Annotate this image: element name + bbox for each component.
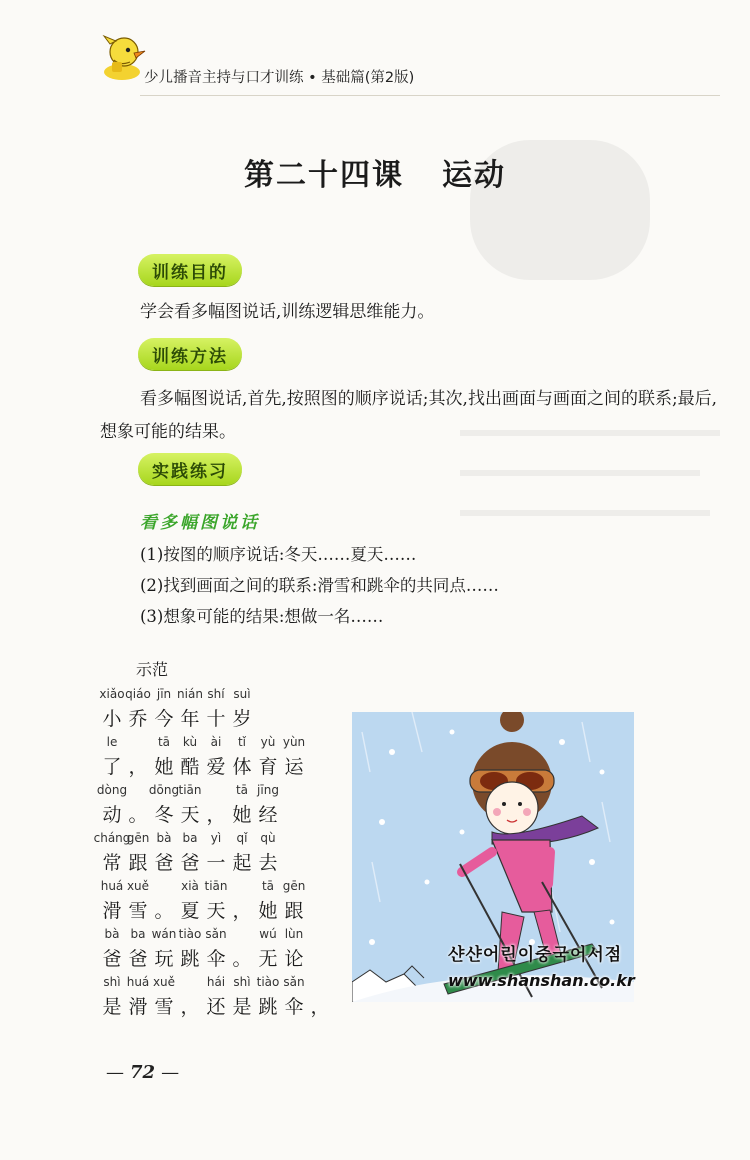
demo-character: 乔 xyxy=(128,708,148,730)
demo-character: 她 xyxy=(232,804,252,826)
demo-character: 伞 xyxy=(206,948,226,970)
lesson-title xyxy=(0,150,750,194)
demo-character: 体 xyxy=(232,756,252,778)
demo-character: 常 xyxy=(102,852,122,874)
demo-pinyin: jīng xyxy=(257,783,279,797)
demo-character: 是 xyxy=(232,996,252,1018)
demo-character: 论 xyxy=(284,948,304,970)
demo-character: 爸 xyxy=(128,948,148,970)
demo-character: 一 xyxy=(206,852,226,874)
demo-character: 今 xyxy=(154,708,174,730)
demo-character: ， xyxy=(128,756,148,778)
practice-step: (1)按图的顺序说话:冬天……夏天…… xyxy=(140,545,417,564)
demo-character: 跳 xyxy=(180,948,200,970)
demo-pinyin: tā xyxy=(235,783,249,797)
lesson-topic: 运动 xyxy=(442,158,506,193)
demo-character: 岁 xyxy=(232,708,252,730)
demo-character: 滑 xyxy=(128,996,148,1018)
watermark-url: www.shanshan.co.kr xyxy=(448,971,635,990)
demo-pinyin: dòng xyxy=(96,783,128,797)
demo-character: 夏 xyxy=(180,900,200,922)
demo-line xyxy=(96,783,340,831)
demo-pinyin: yì xyxy=(210,831,222,845)
demo-line xyxy=(100,975,340,1023)
demo-pinyin: qù xyxy=(260,831,276,845)
demo-character: 。 xyxy=(232,948,252,970)
demo-pinyin: kù xyxy=(182,735,198,749)
demo-character: 年 xyxy=(180,708,200,730)
demo-character: 育 xyxy=(258,756,278,778)
demo-pinyin: sǎn xyxy=(283,975,305,989)
demo-character: 玩 xyxy=(154,948,174,970)
demo-pinyin: ba xyxy=(182,831,198,845)
demo-pinyin: bà xyxy=(104,927,120,941)
demo-character: 。 xyxy=(154,900,174,922)
demo-pinyin: cháng xyxy=(93,831,131,845)
demo-pinyin: le xyxy=(106,735,118,749)
demo-pinyin: yùn xyxy=(282,735,306,749)
demo-character: 还 xyxy=(206,996,226,1018)
demo-character: 爸 xyxy=(154,852,174,874)
demo-character: 天 xyxy=(180,804,200,826)
demo-character: 酷 xyxy=(180,756,200,778)
demo-pinyin: gēn xyxy=(126,831,150,845)
demo-character: 雪 xyxy=(154,996,174,1018)
lesson-number: 第二十四课 xyxy=(244,158,404,193)
demo-pinyin: shì xyxy=(103,975,121,989)
page-number-value: 72 xyxy=(130,1062,156,1083)
demo-character: ， xyxy=(206,804,226,826)
duck-mascot-icon xyxy=(100,32,148,82)
demo-pinyin: bà xyxy=(156,831,172,845)
demo-pinyin: tā xyxy=(261,879,275,893)
practice-step: (3)想象可能的结果:想做一名…… xyxy=(140,607,384,626)
demo-character: 去 xyxy=(258,852,278,874)
demo-character: 爸 xyxy=(180,852,200,874)
header-rule xyxy=(140,95,720,96)
demo-character: 是 xyxy=(102,996,122,1018)
demo-character: ， xyxy=(310,996,330,1018)
demo-character: 运 xyxy=(284,756,304,778)
section-label-goal: 训练目的 xyxy=(138,254,242,286)
demo-pinyin: xuě xyxy=(126,879,150,893)
demo-character: 十 xyxy=(206,708,226,730)
demo-pinyin: shì xyxy=(233,975,251,989)
demo-pinyin: yù xyxy=(260,735,276,749)
demo-pinyin: shí xyxy=(207,687,225,701)
demo-character: 无 xyxy=(258,948,278,970)
demo-character: 冬 xyxy=(154,804,174,826)
series-title: 少儿播音主持与口才训练 • 基础篇(第2版) xyxy=(144,70,415,86)
demo-character: 跟 xyxy=(128,852,148,874)
demo-line xyxy=(100,927,340,975)
demo-line xyxy=(100,687,340,735)
demo-pinyin: ba xyxy=(130,927,146,941)
demo-character: ， xyxy=(232,900,252,922)
demo-character: 伞 xyxy=(284,996,304,1018)
demo-pinyin: qǐ xyxy=(236,831,248,845)
demo-character: 小 xyxy=(102,708,122,730)
demo-pinyin: suì xyxy=(233,687,251,701)
demo-character: 跟 xyxy=(284,900,304,922)
demo-line xyxy=(100,879,340,927)
demo-character: 了 xyxy=(102,756,122,778)
demo-pinyin: nián xyxy=(177,687,203,701)
demo-pinyin: tiān xyxy=(204,879,228,893)
demo-character: 她 xyxy=(154,756,174,778)
demo-character: 天 xyxy=(206,900,226,922)
demo-line xyxy=(100,735,340,783)
demo-pinyin: qiáo xyxy=(125,687,151,701)
demo-line xyxy=(93,831,340,879)
demo-character: 雪 xyxy=(128,900,148,922)
demo-pinyin: tiào xyxy=(178,927,202,941)
demo-pinyin: jīn xyxy=(156,687,172,701)
demo-pinyin: xuě xyxy=(152,975,176,989)
demo-character: 滑 xyxy=(102,900,122,922)
demo-pinyin: sǎn xyxy=(205,927,227,941)
demo-pinyin: hái xyxy=(206,975,226,989)
demo-pinyin: dōng xyxy=(148,783,180,797)
demo-character: 经 xyxy=(258,804,278,826)
demo-character: 跳 xyxy=(258,996,278,1018)
section-label-method: 训练方法 xyxy=(138,338,242,370)
demo-label: 示范 xyxy=(136,660,169,679)
section-label-practice: 实践练习 xyxy=(138,453,242,485)
demo-character: 爱 xyxy=(206,756,226,778)
section-text-goal: 学会看多幅图说话,训练逻辑思维能力。 xyxy=(140,302,435,322)
shop-watermark xyxy=(448,940,635,990)
demo-character: 她 xyxy=(258,900,278,922)
practice-subheading: 看多幅图说话 xyxy=(140,513,260,533)
demo-pinyin: tǐ xyxy=(237,735,247,749)
demo-pinyin: tiān xyxy=(178,783,202,797)
section-text-method: 看多幅图说话,首先,按照图的顺序说话;其次,找出画面与画面之间的联系;最后,想象可能的结果。 xyxy=(100,389,718,442)
demo-pinyin: wán xyxy=(151,927,177,941)
page-number: — 72 — xyxy=(106,1062,180,1083)
demo-character: 起 xyxy=(232,852,252,874)
demo-pinyin: ài xyxy=(210,735,222,749)
demo-pinyin: tā xyxy=(157,735,171,749)
watermark-shop-name: 샨샨어린이중국어서점 xyxy=(448,945,623,965)
demo-pinyin: xià xyxy=(181,879,199,893)
demo-character: 动 xyxy=(102,804,122,826)
demo-character: 爸 xyxy=(102,948,122,970)
demo-pinyin: huá xyxy=(126,975,150,989)
demo-pinyin: wú xyxy=(259,927,277,941)
demo-character: ， xyxy=(180,996,200,1018)
demo-pinyin: lùn xyxy=(284,927,304,941)
demo-pinyin: xiǎo xyxy=(99,687,125,701)
demo-pinyin: gēn xyxy=(282,879,306,893)
demo-character: 。 xyxy=(128,804,148,826)
demo-pinyin: tiào xyxy=(256,975,280,989)
practice-step: (2)找到画面之间的联系:滑雪和跳伞的共同点…… xyxy=(140,576,499,595)
demo-pinyin: huá xyxy=(100,879,124,893)
